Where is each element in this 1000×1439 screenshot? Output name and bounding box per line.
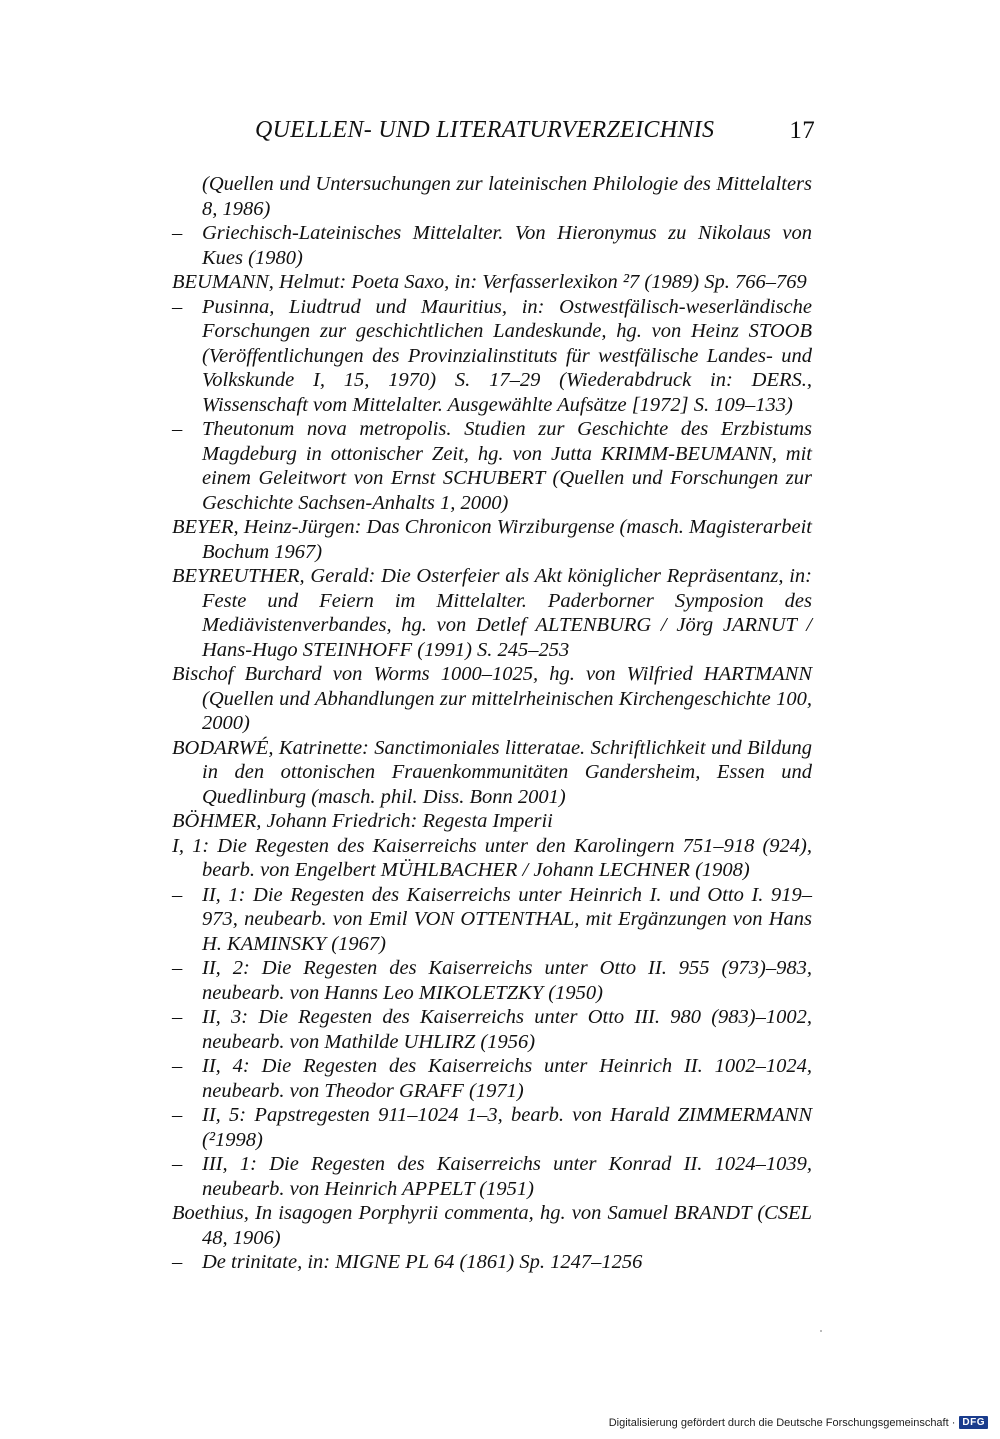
entry-author: BEYREUTHER xyxy=(172,565,300,587)
entry-text: II, 1: Die Regesten des Kaiserreichs unter Heinrich I. und Otto I. 919–973, neubearb. von Emil VON OTTENTHAL, mit Ergänzungen von Hans H. KAMINSKY (1967) xyxy=(202,883,812,955)
entry-text: I, 1: Die Regesten des Kaiserreichs unter den Karolingern 751–918 (924), bearb. von Engelbert MÜHLBACHER / Johann LECHNER (1908) xyxy=(172,834,812,881)
entry-text: II, 2: Die Regesten des Kaiserreichs unter Otto II. 955 (973)–983, neubearb. von Hanns Leo MIKOLETZKY (1950) xyxy=(202,957,812,1004)
digitization-footer xyxy=(609,1416,988,1429)
bibliography-entry xyxy=(172,1103,812,1152)
page-number: 17 xyxy=(789,117,815,144)
repeat-author-dash: – xyxy=(172,1104,183,1126)
bibliography-entry xyxy=(172,172,812,221)
entry-text: De trinitate, in: MIGNE PL 64 (1861) Sp. 1247–1256 xyxy=(202,1251,643,1273)
bibliography-entry xyxy=(172,515,812,564)
repeat-author-dash: – xyxy=(172,957,183,979)
entry-author: BODARWÉ xyxy=(172,736,269,759)
bibliography-entry xyxy=(172,1250,812,1275)
entry-text: , Helmut: Poeta Saxo, in: Verfasserlexikon ²7 (1989) Sp. 766–769 xyxy=(268,271,807,293)
repeat-author-dash: – xyxy=(172,222,183,244)
entry-text: Theutonum nova metropolis. Studien zur Geschichte des Erzbistums Magdeburg in ottonischer Zeit, hg. von Jutta KRIMM-BEUMANN, mit einem Geleitwort von Ernst SCHUBERT (Quellen und Forschungen zur Geschichte Sachsen-Anhalts 1, 2000) xyxy=(202,418,812,514)
entry-text: , Johann Friedrich: Regesta Imperii xyxy=(256,810,553,832)
bibliography-entry xyxy=(172,736,812,810)
footer-text: Digitalisierung gefördert durch die Deutsche Forschungsgemeinschaft · xyxy=(608,1416,956,1429)
bibliography-list xyxy=(172,172,812,1275)
bibliography-entry xyxy=(172,883,812,957)
entry-author: BEUMANN xyxy=(172,271,269,293)
bibliography-entry xyxy=(172,956,812,1005)
entry-text: Bischof Burchard von Worms 1000–1025, hg. von Wilfried HARTMANN (Quellen und Abhandlungen zur mittelrheinischen Kirchengeschichte 100, 2000) xyxy=(172,663,812,734)
repeat-author-dash: – xyxy=(172,1251,183,1273)
entry-text: II, 4: Die Regesten des Kaiserreichs unter Heinrich II. 1002–1024, neubearb. von Theodor GRAFF (1971) xyxy=(202,1055,812,1102)
repeat-author-dash: – xyxy=(172,883,183,906)
entry-text: III, 1: Die Regesten des Kaiserreichs unter Konrad II. 1024–1039, neubearb. von Heinrich APPELT (1951) xyxy=(202,1153,812,1200)
bibliography-entry xyxy=(172,1152,812,1201)
bibliography-entry xyxy=(172,1201,812,1250)
entry-text: II, 5: Papstregesten 911–1024 1–3, bearb. von Harald ZIMMERMANN (²1998) xyxy=(202,1104,812,1151)
entry-author: BÖHMER xyxy=(172,810,257,832)
bibliography-entry xyxy=(172,834,812,883)
scan-speck xyxy=(820,1330,822,1332)
entry-text: , Katrinette: Sanctimoniales litteratae. Schriftlichkeit und Bildung in den ottonischen Frauenkommunitäten Gandersheim, Essen und Quedlinburg (masch. phil. Diss. Bonn 2001) xyxy=(202,736,812,808)
bibliography-entry xyxy=(172,564,812,662)
entry-text: , Heinz-Jürgen: Das Chronicon Wirziburgense (masch. Magisterarbeit Bochum 1967) xyxy=(202,516,812,563)
bibliography-entry xyxy=(172,295,812,418)
dfg-logo-icon: DFG xyxy=(959,1416,988,1429)
bibliography-entry xyxy=(172,221,812,270)
bibliography-entry xyxy=(172,662,812,736)
entry-text: (Quellen und Untersuchungen zur lateinischen Philologie des Mittelalters 8, 1986) xyxy=(202,173,812,220)
entry-text: Pusinna, Liudtrud und Mauritius, in: Ostwestfälisch-weserländische Forschungen zur geschichtlichen Landeskunde, hg. von Heinz STOOB (Veröffentlichungen des Provinzialinstituts für westfälische Landes- und Volkskunde I, 15, 1970) S. 17–29 (Wiederabdruck in: DERS., Wissenschaft vom Mittelalter. Ausgewählte Aufsätze [1972] S. 109–133) xyxy=(202,295,812,416)
bibliography-entry xyxy=(172,270,812,295)
repeat-author-dash: – xyxy=(172,1055,183,1077)
entry-text: Boethius, In isagogen Porphyrii commenta, hg. von Samuel BRANDT (CSEL 48, 1906) xyxy=(172,1202,812,1249)
entry-text: , Gerald: Die Osterfeier als Akt königlicher Repräsentanz, in: Feste und Feiern im Mittelalter. Paderborner Symposion des Mediävistenverbandes, hg. von Detlef ALTENBURG / Jörg JARNUT / Hans-Hugo STEINHOFF (1991) S. 245–253 xyxy=(202,565,812,661)
entry-text: Griechisch-Lateinisches Mittelalter. Von Hieronymus zu Nikolaus von Kues (1980) xyxy=(202,222,812,269)
repeat-author-dash: – xyxy=(172,1153,183,1175)
running-title: QUELLEN- UND LITERATURVERZEICHNIS xyxy=(255,117,715,143)
running-header xyxy=(255,117,815,144)
bibliography-entry xyxy=(172,809,812,834)
repeat-author-dash: – xyxy=(172,1006,183,1028)
repeat-author-dash: – xyxy=(172,418,183,440)
bibliography-entry xyxy=(172,1054,812,1103)
repeat-author-dash: – xyxy=(172,295,183,318)
bibliography-entry xyxy=(172,1005,812,1054)
bibliography-entry xyxy=(172,417,812,515)
entry-text: II, 3: Die Regesten des Kaiserreichs unter Otto III. 980 (983)–1002, neubearb. von Mathilde UHLIRZ (1956) xyxy=(202,1006,812,1053)
entry-author: BEYER xyxy=(172,516,234,538)
